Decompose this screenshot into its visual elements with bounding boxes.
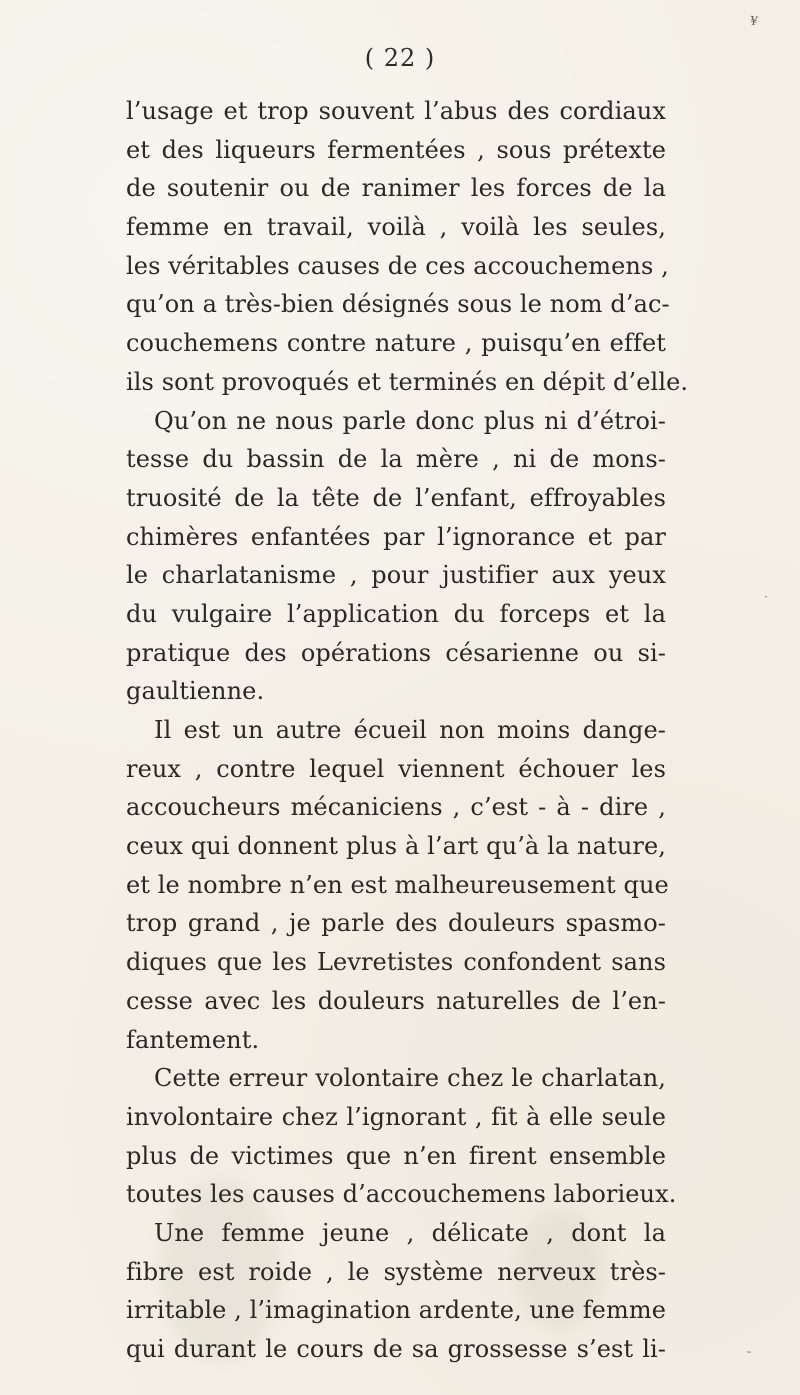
text-line: qui durant le cours de sa grossesse s’est li- xyxy=(126,1335,666,1363)
text-line: chimères enfantées par l’ignorance et par xyxy=(126,522,666,551)
text-line: ils sont provoqués et terminés en dépit d’elle. xyxy=(126,367,689,396)
top-right-mark: ¥ xyxy=(749,13,759,29)
text-line: Cette erreur volontaire chez le charlatan, xyxy=(154,1064,666,1093)
text-line: l’usage et trop souvent l’abus des cordiaux xyxy=(126,97,666,125)
text-line: et le nombre n’en est malheureusement que xyxy=(126,870,669,899)
text-line: truosité de la tête de l’enfant, effroyables xyxy=(126,483,666,512)
text-line: et des liqueurs fermentées , sous prétexte xyxy=(126,135,666,164)
text-line: toutes les causes d’accouchemens laborieux. xyxy=(126,1180,677,1209)
text-line: femme en travail, voilà , voilà les seules, xyxy=(126,213,666,242)
text-line: de soutenir ou de ranimer les forces de la xyxy=(126,174,666,203)
text-line: plus de victimes que n’en firent ensemble xyxy=(126,1141,666,1170)
text-line: Une femme jeune , délicate , dont la xyxy=(154,1218,666,1247)
text-line: gaultienne. xyxy=(126,677,265,706)
text-line: qu’on a très-bien désignés sous le nom d’ac- xyxy=(126,290,670,319)
text-line: ceux qui donnent plus à l’art qu’à la nature, xyxy=(126,832,666,861)
bottom-right-mark: ˜ xyxy=(746,1350,752,1364)
text-line: diques que les Levretistes confondent sans xyxy=(126,948,666,977)
margin-dot: · xyxy=(764,590,768,604)
text-line: les véritables causes de ces accouchemens , xyxy=(126,251,669,280)
text-line: couchemens contre nature , puisqu’en effet xyxy=(126,329,666,358)
page-number: ( 22 ) xyxy=(364,44,436,72)
text-line: fibre est roide , le système nerveux très- xyxy=(126,1257,666,1286)
text-line: accoucheurs mécaniciens , c’est - à - dire , xyxy=(126,793,666,822)
text-line: Il est un autre écueil non moins dange- xyxy=(154,716,666,744)
text-line: tesse du bassin de la mère , ni de mons- xyxy=(126,445,666,474)
text-line: pratique des opérations césarienne ou si- xyxy=(126,638,666,667)
text-line: involontaire chez l’ignorant , fit à elle seule xyxy=(126,1102,666,1131)
text-line: trop grand , je parle des douleurs spasmo- xyxy=(126,909,666,938)
text-line: irritable , l’imagination ardente, une femme xyxy=(126,1296,666,1325)
text-line: reux , contre lequel viennent échouer les xyxy=(126,754,666,783)
text-line: Qu’on ne nous parle donc plus ni d’étroi- xyxy=(154,406,666,435)
text-line: fantement. xyxy=(126,1025,260,1054)
text-line: du vulgaire l’application du forceps et la xyxy=(126,599,666,628)
page-text xyxy=(126,92,689,1369)
text-line: le charlatanisme , pour justifier aux yeux xyxy=(126,561,666,590)
text-line: cesse avec les douleurs naturelles de l’en- xyxy=(126,986,666,1015)
